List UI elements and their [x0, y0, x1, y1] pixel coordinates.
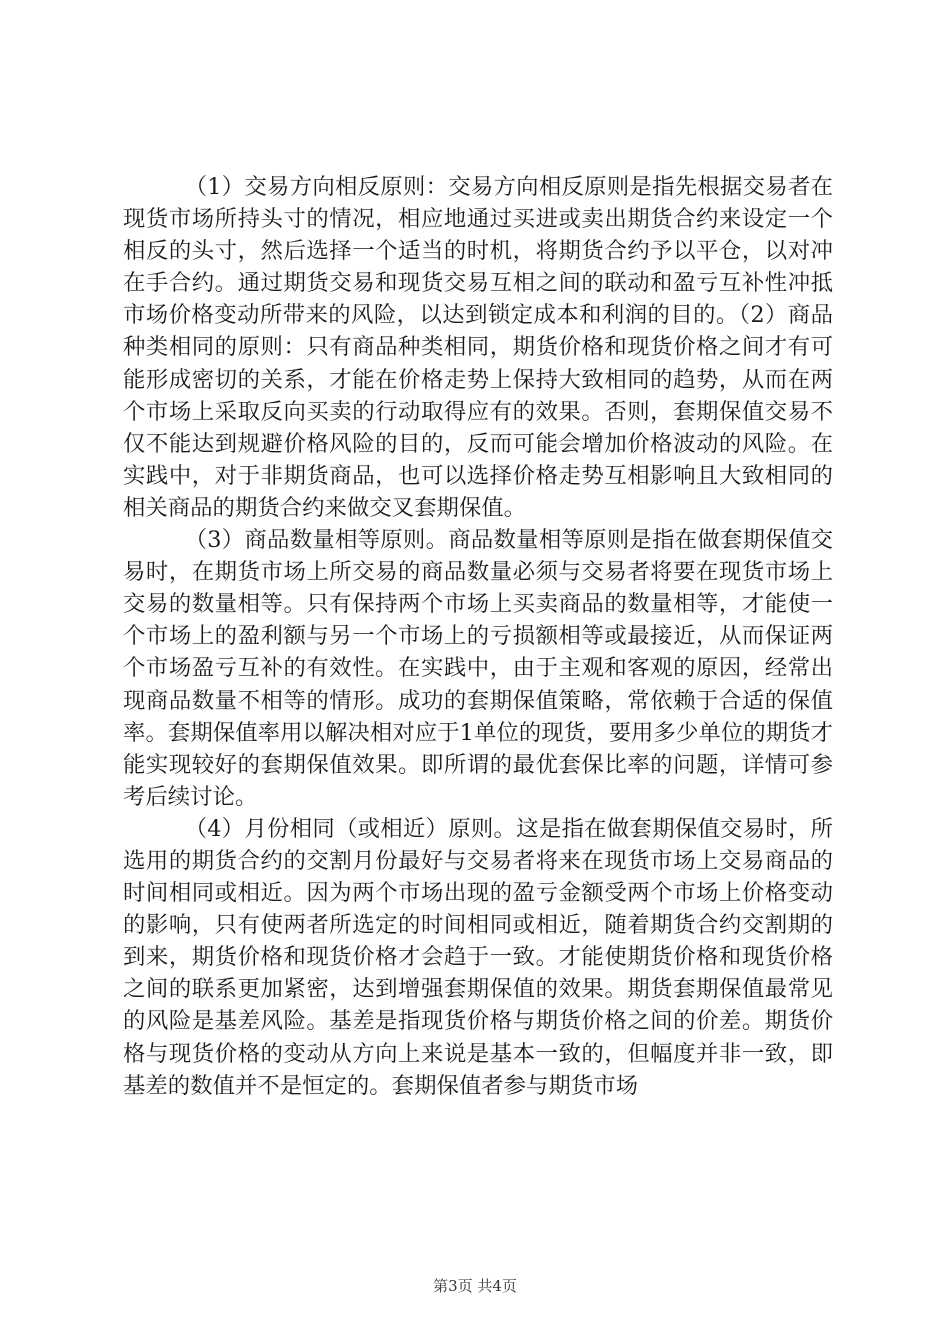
paragraph-hedging-principles-1-2: （1）交易方向相反原则：交易方向相反原则是指先根据交易者在现货市场所持头寸的情况，相应地通过买进或卖出期货合约来设定一个相反的头寸，然后选择一个适当的时机，将期货合约予以平仓，以对冲在手合约。通过期货交易和现货交易互相之间的联动和盈亏互补性冲抵市场价格变动所带来的风险，以达到锁定成本和利润的目的。（2）商品种类相同的原则：只有商品种类相同，期货价格和现货价格之间才有可能形成密切的关系，才能在价格走势上保持大致相同的趋势，从而在两个市场上采取反向买卖的行动取得应有的效果。否则，套期保值交易不仅不能达到规避价格风险的目的，反而可能会增加价格波动的风险。在实践中，对于非期货商品，也可以选择价格走势互相影响且大致相同的相关商品的期货合约来做交叉套期保值。 — [123, 174, 833, 521]
page-number: 第3页 共4页 — [433, 1277, 517, 1295]
document-body — [123, 171, 833, 1102]
paragraph-hedging-principle-4: （4）月份相同（或相近）原则。这是指在做套期保值交易时，所选用的期货合约的交割月份最好与交易者将来在现货市场上交易商品的时间相同或相近。因为两个市场出现的盈亏金额受两个市场上价格变动的影响，只有使两者所选定的时间相同或相近，随着期货合约交割期的到来，期货价格和现货价格才会趋于一致。才能使期货价格和现货价格之间的联系更加紧密，达到增强套期保值的效果。期货套期保值最常见的风险是基差风险。基差是指现货价格与期货价格之间的价差。期货价格与现货价格的变动从方向上来说是基本一致的，但幅度并非一致，即基差的数值并不是恒定的。套期保值者参与期货市场 — [123, 815, 833, 1099]
paragraph-hedging-principle-3: （3）商品数量相等原则。商品数量相等原则是指在做套期保值交易时，在期货市场上所交易的商品数量必须与交易者将要在现货市场上交易的数量相等。只有保持两个市场上买卖商品的数量相等，才能使一个市场上的盈利额与另一个市场上的亏损额相等或最接近，从而保证两个市场盈亏互补的有效性。在实践中，由于主观和客观的原因，经常出现商品数量不相等的情形。成功的套期保值策略，常依赖于合适的保值率。套期保值率用以解决相对应于1单位的现货，要用多少单位的期货才能实现较好的套期保值效果。即所谓的最优套保比率的问题，详情可参考后续讨论。 — [123, 527, 833, 810]
page-footer — [0, 1275, 950, 1296]
